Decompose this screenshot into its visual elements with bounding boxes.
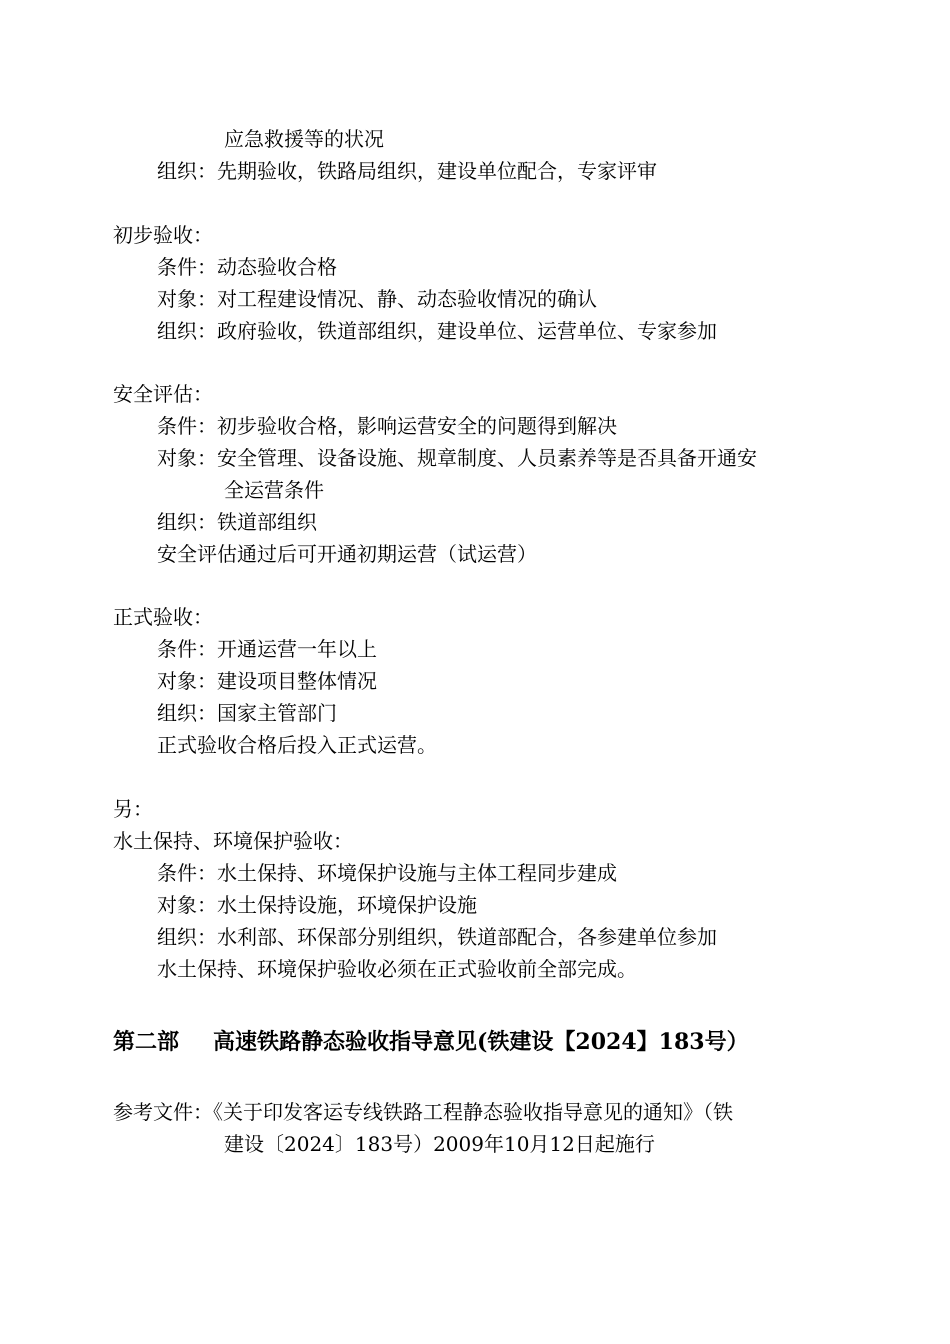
reference-line: 参考文件：《关于印发客运专线铁路工程静态验收指导意见的通知》（铁 <box>113 1100 733 1124</box>
reference-line-continued: 建设〔2024〕183号）2009年10月12日起施行 <box>224 1132 655 1156</box>
text-line: 正式验收合格后投入正式运营。 <box>157 733 437 757</box>
section-label-other: 另： <box>113 797 153 821</box>
text-line: 组织：铁道部组织 <box>157 510 317 534</box>
section-heading <box>113 1027 749 1057</box>
text-line: 条件：水土保持、环境保护设施与主体工程同步建成 <box>157 861 617 885</box>
text-line: 安全评估通过后可开通初期运营（试运营） <box>157 542 537 566</box>
text-line: 条件：开通运营一年以上 <box>157 637 377 661</box>
text-line: 对象：水土保持设施，环境保护设施 <box>157 893 477 917</box>
section-label-safety: 安全评估： <box>113 382 213 406</box>
section-label-soil-env: 水土保持、环境保护验收： <box>113 829 353 853</box>
text-line: 全运营条件 <box>224 478 324 502</box>
text-line: 对象：建设项目整体情况 <box>157 669 377 693</box>
section-heading-part: 第二部 <box>113 1029 180 1055</box>
text-line: 组织：水利部、环保部分别组织，铁道部配合，各参建单位参加 <box>157 925 717 949</box>
text-line: 应急救援等的状况 <box>224 127 384 151</box>
text-line: 条件：初步验收合格，影响运营安全的问题得到解决 <box>157 414 617 438</box>
section-heading-title: 高速铁路静态验收指导意见(铁建设【2024】183号） <box>213 1029 749 1055</box>
text-line: 条件：动态验收合格 <box>157 255 337 279</box>
section-label-formal: 正式验收： <box>113 605 213 629</box>
text-line: 组织：先期验收，铁路局组织，建设单位配合，专家评审 <box>157 159 657 183</box>
text-line: 对象：安全管理、设备设施、规章制度、人员素养等是否具备开通安 <box>157 446 757 470</box>
text-line: 水土保持、环境保护验收必须在正式验收前全部完成。 <box>157 957 637 981</box>
text-line: 对象：对工程建设情况、静、动态验收情况的确认 <box>157 287 597 311</box>
text-line: 组织：国家主管部门 <box>157 701 337 725</box>
section-label-preliminary: 初步验收： <box>113 223 213 247</box>
text-line: 组织：政府验收，铁道部组织，建设单位、运营单位、专家参加 <box>157 319 717 343</box>
